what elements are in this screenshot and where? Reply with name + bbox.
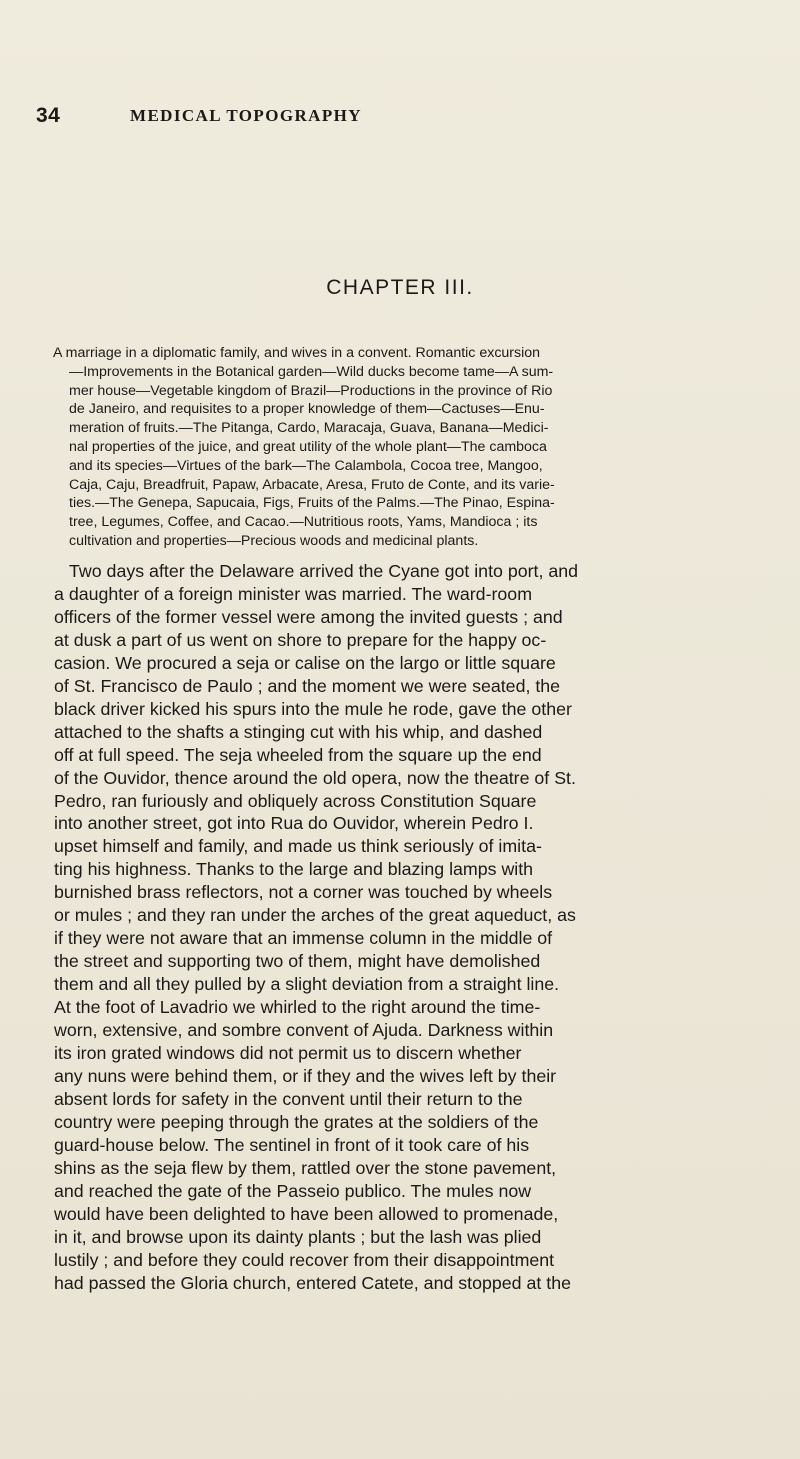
synopsis-line: tree, Legumes, Coffee, and Cacao.—Nutritious roots, Yams, Mandioca ; its: [69, 514, 538, 531]
synopsis-line: and its species—Virtues of the bark—The Calambola, Cocoa tree, Mangoo,: [69, 457, 543, 474]
body-line: them and all they pulled by a slight deviation from a straight line.: [54, 974, 560, 995]
body-line: guard-house below. The sentinel in front of it took care of his: [54, 1134, 530, 1155]
body-line: of the Ouvidor, thence around the old opera, now the theatre of St.: [54, 767, 576, 788]
page-number: 34: [36, 104, 61, 127]
synopsis-line: A marriage in a diplomatic family, and wives in a convent. Romantic excursion: [53, 345, 541, 361]
synopsis-line: cultivation and properties—Precious woods and medicinal plants.: [69, 532, 479, 549]
body-line: its iron grated windows did not permit us to discern whether: [54, 1043, 522, 1064]
body-line: casion. We procured a seja or calise on the largo or little square: [54, 652, 556, 673]
body-line: into another street, got into Rua do Ouvidor, wherein Pedro I.: [54, 813, 534, 834]
synopsis-line: nal properties of the juice, and great utility of the whole plant—The camboca: [69, 438, 547, 455]
body-line: Two days after the Delaware arrived the Cyane got into port, and: [69, 561, 579, 581]
body-line: off at full speed. The seja wheeled from the square up the end: [54, 744, 542, 765]
running-title: MEDICAL TOPOGRAPHY: [130, 106, 362, 125]
body-line: ting his highness. Thanks to the large and blazing lamps with: [54, 859, 534, 880]
chapter-title: CHAPTER III.: [326, 276, 474, 299]
body-line: the street and supporting two of them, might have demolished: [54, 951, 541, 972]
body-line: burnished brass reflectors, not a corner was touched by wheels: [54, 882, 553, 903]
synopsis-line: meration of fruits.—The Pitanga, Cardo, Maracaja, Guava, Banana—Medici-: [69, 420, 549, 437]
synopsis-line: Caja, Caju, Breadfruit, Papaw, Arbacate, Aresa, Fruto de Conte, and its varie-: [69, 476, 555, 493]
chapter-synopsis: [53, 344, 743, 551]
body-line: or mules ; and they ran under the arches of the great aqueduct, as: [54, 905, 576, 926]
synopsis-line: —Improvements in the Botanical garden—Wild ducks become tame—A sum-: [69, 363, 554, 380]
body-line: would have been delighted to have been allowed to promenade,: [54, 1203, 559, 1224]
body-line: upset himself and family, and made us think seriously of imita-: [54, 836, 542, 857]
body-line: shins as the seja flew by them, rattled over the stone pavement,: [54, 1157, 557, 1178]
body-line: absent lords for safety in the convent until their return to the: [54, 1088, 523, 1109]
body-line: any nuns were behind them, or if they and the wives left by their: [54, 1065, 557, 1086]
synopsis-line: de Janeiro, and requisites to a proper knowledge of them—Cactuses—Enu-: [69, 401, 545, 418]
body-line: if they were not aware that an immense column in the middle of: [54, 928, 553, 949]
synopsis-line: mer house—Vegetable kingdom of Brazil—Productions in the province of Rio: [69, 382, 553, 399]
body-line: attached to the shafts a stinging cut with his whip, and dashed: [54, 721, 543, 742]
body-line: a daughter of a foreign minister was married. The ward-room: [54, 583, 533, 604]
body-line: at dusk a part of us went on shore to prepare for the happy oc-: [54, 629, 547, 650]
synopsis-line: ties.—The Genepa, Sapucaia, Figs, Fruits of the Palms.—The Pinao, Espina-: [69, 495, 555, 512]
body-line: lustily ; and before they could recover from their disappointment: [54, 1249, 555, 1270]
body-line: had passed the Gloria church, entered Catete, and stopped at the: [54, 1272, 571, 1293]
body-line: of St. Francisco de Paulo ; and the moment we were seated, the: [54, 675, 561, 696]
running-head: [36, 100, 736, 130]
body-line: worn, extensive, and sombre convent of Ajuda. Darkness within: [54, 1020, 554, 1041]
body-line: in it, and browse upon its dainty plants ; but the lash was plied: [54, 1226, 542, 1247]
body-paragraph: [54, 560, 754, 1295]
body-line: and reached the gate of the Passeio publico. The mules now: [54, 1180, 532, 1201]
body-line: black driver kicked his spurs into the mule he rode, gave the other: [54, 698, 572, 719]
body-line: officers of the former vessel were among the invited guests ; and: [54, 606, 563, 627]
body-line: country were peeping through the grates at the soldiers of the: [54, 1111, 539, 1132]
body-line: At the foot of Lavadrio we whirled to the right around the time-: [54, 997, 541, 1018]
body-line: Pedro, ran furiously and obliquely across Constitution Square: [54, 790, 537, 811]
